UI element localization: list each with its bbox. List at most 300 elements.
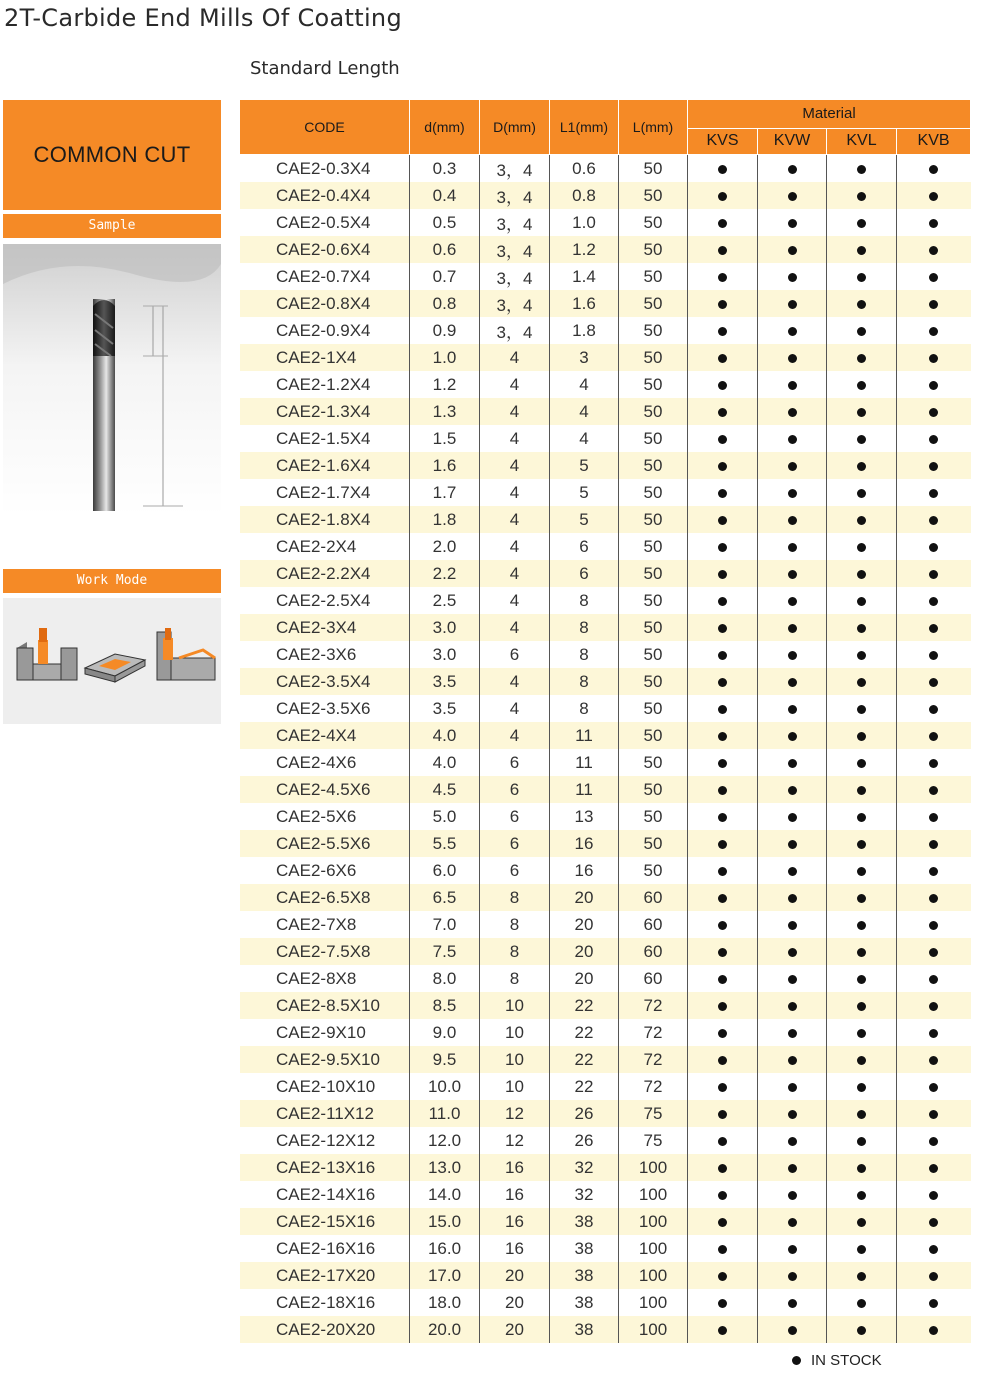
code-cell: CAE2-9.5X10 [240, 1046, 410, 1073]
d-cell: 11.0 [410, 1100, 480, 1127]
code-cell: CAE2-20X20 [240, 1316, 410, 1343]
l-cell: 100 [619, 1316, 688, 1343]
table-row [240, 344, 971, 371]
D-cell: 6 [480, 803, 550, 830]
stock-cell [688, 1046, 758, 1073]
stock-cell [827, 236, 897, 263]
l1-cell: 11 [550, 749, 619, 776]
in-stock-dot-icon [857, 1272, 866, 1281]
spec-table [239, 99, 971, 1343]
in-stock-dot-icon [857, 381, 866, 390]
in-stock-dot-icon [788, 786, 797, 795]
l1-cell: 38 [550, 1208, 619, 1235]
in-stock-dot-icon [929, 840, 938, 849]
in-stock-dot-icon [718, 462, 727, 471]
D-cell: 4 [480, 614, 550, 641]
table-row [240, 614, 971, 641]
in-stock-dot-icon [718, 1083, 727, 1092]
code-cell: CAE2-0.8X4 [240, 290, 410, 317]
in-stock-dot-icon [857, 192, 866, 201]
stock-cell [827, 992, 897, 1019]
d-cell: 1.3 [410, 398, 480, 425]
stock-cell [688, 1100, 758, 1127]
table-row [240, 290, 971, 317]
in-stock-dot-icon [788, 219, 797, 228]
table-row [240, 776, 971, 803]
d-cell: 0.6 [410, 236, 480, 263]
l1-cell: 20 [550, 965, 619, 992]
stock-cell [897, 425, 971, 452]
stock-cell [827, 317, 897, 344]
in-stock-dot-icon [857, 1245, 866, 1254]
in-stock-dot-icon [929, 246, 938, 255]
d-cell: 20.0 [410, 1316, 480, 1343]
D-cell: 4 [480, 668, 550, 695]
stock-cell [897, 1235, 971, 1262]
code-cell: CAE2-0.3X4 [240, 155, 410, 183]
stock-cell [688, 1154, 758, 1181]
page-subtitle: Standard Length [250, 58, 400, 79]
l-cell: 50 [619, 209, 688, 236]
stock-cell [827, 614, 897, 641]
stock-cell [897, 452, 971, 479]
in-stock-dot-icon [788, 705, 797, 714]
stock-cell [827, 1127, 897, 1154]
d-cell: 16.0 [410, 1235, 480, 1262]
code-cell: CAE2-7X8 [240, 911, 410, 938]
stock-cell [897, 479, 971, 506]
in-stock-dot-icon [929, 1029, 938, 1038]
D-cell: 10 [480, 1046, 550, 1073]
in-stock-dot-icon [929, 1245, 938, 1254]
stock-cell [827, 263, 897, 290]
stock-cell [827, 209, 897, 236]
l-cell: 50 [619, 182, 688, 209]
D-cell: 6 [480, 857, 550, 884]
D-cell: 20 [480, 1289, 550, 1316]
in-stock-dot-icon [929, 354, 938, 363]
D-cell: 6 [480, 776, 550, 803]
code-cell: CAE2-1.6X4 [240, 452, 410, 479]
common-cut-banner: COMMON CUT [3, 100, 221, 210]
in-stock-dot-icon [788, 327, 797, 336]
in-stock-dot-icon [718, 948, 727, 957]
table-row [240, 1019, 971, 1046]
stock-cell [758, 776, 827, 803]
d-cell: 13.0 [410, 1154, 480, 1181]
table-row [240, 641, 971, 668]
in-stock-dot-icon [792, 1356, 801, 1365]
code-cell: CAE2-14X16 [240, 1181, 410, 1208]
l1-cell: 20 [550, 911, 619, 938]
in-stock-dot-icon [857, 246, 866, 255]
in-stock-dot-icon [788, 435, 797, 444]
l-cell: 75 [619, 1127, 688, 1154]
in-stock-dot-icon [718, 273, 727, 282]
in-stock-dot-icon [929, 948, 938, 957]
l-cell: 50 [619, 290, 688, 317]
in-stock-dot-icon [857, 489, 866, 498]
code-cell: CAE2-3X6 [240, 641, 410, 668]
table-row [240, 1073, 971, 1100]
stock-cell [688, 236, 758, 263]
d-cell: 1.5 [410, 425, 480, 452]
in-stock-dot-icon [929, 327, 938, 336]
stock-cell [897, 1073, 971, 1100]
code-cell: CAE2-0.7X4 [240, 263, 410, 290]
in-stock-dot-icon [718, 435, 727, 444]
stock-cell [688, 938, 758, 965]
table-row [240, 1100, 971, 1127]
in-stock-dot-icon [929, 1326, 938, 1335]
stock-cell [827, 344, 897, 371]
in-stock-dot-icon [929, 975, 938, 984]
stock-cell [758, 722, 827, 749]
code-cell: CAE2-16X16 [240, 1235, 410, 1262]
l1-cell: 26 [550, 1127, 619, 1154]
table-row [240, 749, 971, 776]
in-stock-dot-icon [857, 435, 866, 444]
l1-cell: 22 [550, 1019, 619, 1046]
spec-table-body [240, 155, 971, 1344]
D-cell: 8 [480, 884, 550, 911]
in-stock-dot-icon [929, 1164, 938, 1173]
in-stock-dot-icon [857, 759, 866, 768]
stock-cell [688, 830, 758, 857]
stock-cell [758, 1316, 827, 1343]
d-cell: 2.2 [410, 560, 480, 587]
in-stock-dot-icon [718, 651, 727, 660]
d-cell: 15.0 [410, 1208, 480, 1235]
table-row [240, 506, 971, 533]
in-stock-dot-icon [788, 516, 797, 525]
in-stock-dot-icon [788, 678, 797, 687]
stock-cell [688, 587, 758, 614]
in-stock-dot-icon [718, 786, 727, 795]
table-row [240, 1316, 971, 1343]
l-cell: 72 [619, 992, 688, 1019]
in-stock-dot-icon [857, 543, 866, 552]
D-cell: 4 [480, 695, 550, 722]
l1-cell: 5 [550, 479, 619, 506]
d-cell: 6.5 [410, 884, 480, 911]
stock-cell [827, 695, 897, 722]
in-stock-dot-icon [718, 165, 727, 174]
d-cell: 0.4 [410, 182, 480, 209]
l-cell: 50 [619, 560, 688, 587]
in-stock-dot-icon [788, 894, 797, 903]
d-cell: 3.5 [410, 695, 480, 722]
stock-cell [758, 749, 827, 776]
stock-cell [827, 776, 897, 803]
stock-cell [758, 1262, 827, 1289]
stock-cell [897, 155, 971, 183]
in-stock-dot-icon [788, 1002, 797, 1011]
in-stock-dot-icon [788, 1272, 797, 1281]
stock-cell [897, 290, 971, 317]
header-kvw: KVW [758, 128, 827, 154]
in-stock-dot-icon [788, 489, 797, 498]
d-cell: 0.3 [410, 155, 480, 183]
l1-cell: 6 [550, 560, 619, 587]
D-cell: 3，4 [480, 236, 550, 263]
stock-cell [827, 182, 897, 209]
stock-cell [827, 938, 897, 965]
in-stock-dot-icon [929, 921, 938, 930]
D-cell: 10 [480, 1019, 550, 1046]
stock-cell [758, 236, 827, 263]
l-cell: 50 [619, 830, 688, 857]
code-cell: CAE2-1.3X4 [240, 398, 410, 425]
l1-cell: 11 [550, 776, 619, 803]
in-stock-dot-icon [857, 1137, 866, 1146]
stock-cell [827, 425, 897, 452]
d-cell: 4.0 [410, 749, 480, 776]
in-stock-dot-icon [929, 1083, 938, 1092]
l1-cell: 1.6 [550, 290, 619, 317]
stock-cell [827, 1289, 897, 1316]
stock-cell [827, 1262, 897, 1289]
table-row [240, 1262, 971, 1289]
table-row [240, 1289, 971, 1316]
in-stock-dot-icon [788, 1245, 797, 1254]
stock-cell [688, 425, 758, 452]
in-stock-dot-icon [718, 705, 727, 714]
code-cell: CAE2-0.9X4 [240, 317, 410, 344]
l-cell: 60 [619, 911, 688, 938]
D-cell: 4 [480, 722, 550, 749]
stock-cell [758, 452, 827, 479]
in-stock-dot-icon [929, 759, 938, 768]
in-stock-dot-icon [929, 462, 938, 471]
in-stock-dot-icon [857, 1218, 866, 1227]
stock-cell [897, 884, 971, 911]
in-stock-dot-icon [788, 732, 797, 741]
stock-cell [758, 1046, 827, 1073]
D-cell: 3，4 [480, 317, 550, 344]
in-stock-dot-icon [788, 921, 797, 930]
stock-cell [758, 1154, 827, 1181]
l1-cell: 20 [550, 884, 619, 911]
stock-cell [688, 884, 758, 911]
l1-cell: 13 [550, 803, 619, 830]
l-cell: 60 [619, 884, 688, 911]
stock-cell [897, 992, 971, 1019]
l1-cell: 32 [550, 1154, 619, 1181]
in-stock-dot-icon [857, 1056, 866, 1065]
stock-cell [827, 749, 897, 776]
l-cell: 72 [619, 1046, 688, 1073]
in-stock-dot-icon [788, 543, 797, 552]
sample-label: Sample [3, 214, 221, 238]
in-stock-dot-icon [857, 624, 866, 633]
in-stock-dot-icon [788, 381, 797, 390]
stock-cell [688, 344, 758, 371]
l-cell: 50 [619, 803, 688, 830]
in-stock-dot-icon [857, 975, 866, 984]
stock-cell [827, 668, 897, 695]
code-cell: CAE2-10X10 [240, 1073, 410, 1100]
stock-cell [827, 398, 897, 425]
stock-cell [688, 479, 758, 506]
in-stock-dot-icon [929, 597, 938, 606]
table-row [240, 857, 971, 884]
stock-cell [688, 560, 758, 587]
code-cell: CAE2-8X8 [240, 965, 410, 992]
in-stock-dot-icon [929, 1056, 938, 1065]
table-row [240, 1154, 971, 1181]
table-row [240, 479, 971, 506]
l1-cell: 8 [550, 668, 619, 695]
d-cell: 0.8 [410, 290, 480, 317]
l-cell: 50 [619, 371, 688, 398]
d-cell: 1.0 [410, 344, 480, 371]
stock-cell [688, 506, 758, 533]
in-stock-dot-icon [929, 219, 938, 228]
in-stock-dot-icon [788, 1056, 797, 1065]
stock-cell [827, 1154, 897, 1181]
stock-cell [827, 1073, 897, 1100]
D-cell: 6 [480, 830, 550, 857]
l1-cell: 8 [550, 614, 619, 641]
D-cell: 16 [480, 1235, 550, 1262]
stock-cell [827, 371, 897, 398]
table-row [240, 560, 971, 587]
stock-cell [897, 776, 971, 803]
stock-cell [758, 965, 827, 992]
stock-cell [897, 614, 971, 641]
in-stock-dot-icon [788, 570, 797, 579]
in-stock-dot-icon [718, 867, 727, 876]
stock-cell [688, 452, 758, 479]
code-cell: CAE2-2.2X4 [240, 560, 410, 587]
stock-cell [688, 776, 758, 803]
in-stock-dot-icon [929, 165, 938, 174]
D-cell: 6 [480, 641, 550, 668]
in-stock-dot-icon [718, 1272, 727, 1281]
in-stock-dot-icon [718, 813, 727, 822]
stock-cell [897, 749, 971, 776]
in-stock-dot-icon [929, 300, 938, 309]
legend [792, 1352, 882, 1369]
stock-cell [688, 317, 758, 344]
D-cell: 16 [480, 1208, 550, 1235]
table-row [240, 695, 971, 722]
in-stock-dot-icon [929, 516, 938, 525]
l1-cell: 4 [550, 425, 619, 452]
stock-cell [827, 1046, 897, 1073]
code-cell: CAE2-4.5X6 [240, 776, 410, 803]
stock-cell [758, 1181, 827, 1208]
stock-cell [827, 965, 897, 992]
stock-cell [827, 722, 897, 749]
stock-cell [897, 938, 971, 965]
in-stock-dot-icon [788, 651, 797, 660]
d-cell: 5.5 [410, 830, 480, 857]
in-stock-dot-icon [929, 489, 938, 498]
stock-cell [688, 1235, 758, 1262]
d-cell: 8.5 [410, 992, 480, 1019]
end-mill-sample-image [3, 244, 221, 516]
stock-cell [688, 1019, 758, 1046]
in-stock-dot-icon [718, 1299, 727, 1308]
in-stock-dot-icon [857, 894, 866, 903]
in-stock-dot-icon [929, 1137, 938, 1146]
in-stock-dot-icon [929, 1110, 938, 1119]
in-stock-dot-icon [788, 354, 797, 363]
in-stock-dot-icon [788, 408, 797, 417]
table-row [240, 533, 971, 560]
stock-cell [758, 344, 827, 371]
l-cell: 50 [619, 587, 688, 614]
D-cell: 20 [480, 1262, 550, 1289]
stock-cell [688, 911, 758, 938]
d-cell: 12.0 [410, 1127, 480, 1154]
header-kvl: KVL [827, 128, 897, 154]
l1-cell: 1.2 [550, 236, 619, 263]
code-cell: CAE2-5.5X6 [240, 830, 410, 857]
stock-cell [827, 884, 897, 911]
code-cell: CAE2-3.5X6 [240, 695, 410, 722]
l1-cell: 8 [550, 587, 619, 614]
l-cell: 50 [619, 641, 688, 668]
stock-cell [688, 641, 758, 668]
stock-cell [758, 182, 827, 209]
in-stock-dot-icon [857, 948, 866, 957]
stock-cell [897, 344, 971, 371]
l-cell: 100 [619, 1154, 688, 1181]
d-cell: 7.5 [410, 938, 480, 965]
stock-cell [688, 857, 758, 884]
D-cell: 4 [480, 398, 550, 425]
in-stock-dot-icon [788, 192, 797, 201]
in-stock-dot-icon [857, 1191, 866, 1200]
stock-cell [758, 263, 827, 290]
D-cell: 20 [480, 1316, 550, 1343]
table-row [240, 236, 971, 263]
in-stock-dot-icon [718, 489, 727, 498]
l1-cell: 20 [550, 938, 619, 965]
stock-cell [897, 1208, 971, 1235]
stock-cell [758, 803, 827, 830]
D-cell: 4 [480, 371, 550, 398]
in-stock-dot-icon [857, 651, 866, 660]
stock-cell [688, 668, 758, 695]
l1-cell: 0.8 [550, 182, 619, 209]
in-stock-dot-icon [788, 759, 797, 768]
in-stock-dot-icon [718, 543, 727, 552]
in-stock-dot-icon [718, 1002, 727, 1011]
table-row [240, 884, 971, 911]
code-cell: CAE2-2X4 [240, 533, 410, 560]
in-stock-dot-icon [788, 1137, 797, 1146]
table-row [240, 425, 971, 452]
l1-cell: 26 [550, 1100, 619, 1127]
code-cell: CAE2-17X20 [240, 1262, 410, 1289]
d-cell: 4.5 [410, 776, 480, 803]
stock-cell [688, 1181, 758, 1208]
d-cell: 17.0 [410, 1262, 480, 1289]
in-stock-dot-icon [857, 1110, 866, 1119]
l-cell: 50 [619, 506, 688, 533]
code-cell: CAE2-5X6 [240, 803, 410, 830]
stock-cell [827, 452, 897, 479]
in-stock-dot-icon [929, 786, 938, 795]
table-row [240, 1181, 971, 1208]
table-row [240, 182, 971, 209]
in-stock-dot-icon [718, 678, 727, 687]
l-cell: 50 [619, 722, 688, 749]
